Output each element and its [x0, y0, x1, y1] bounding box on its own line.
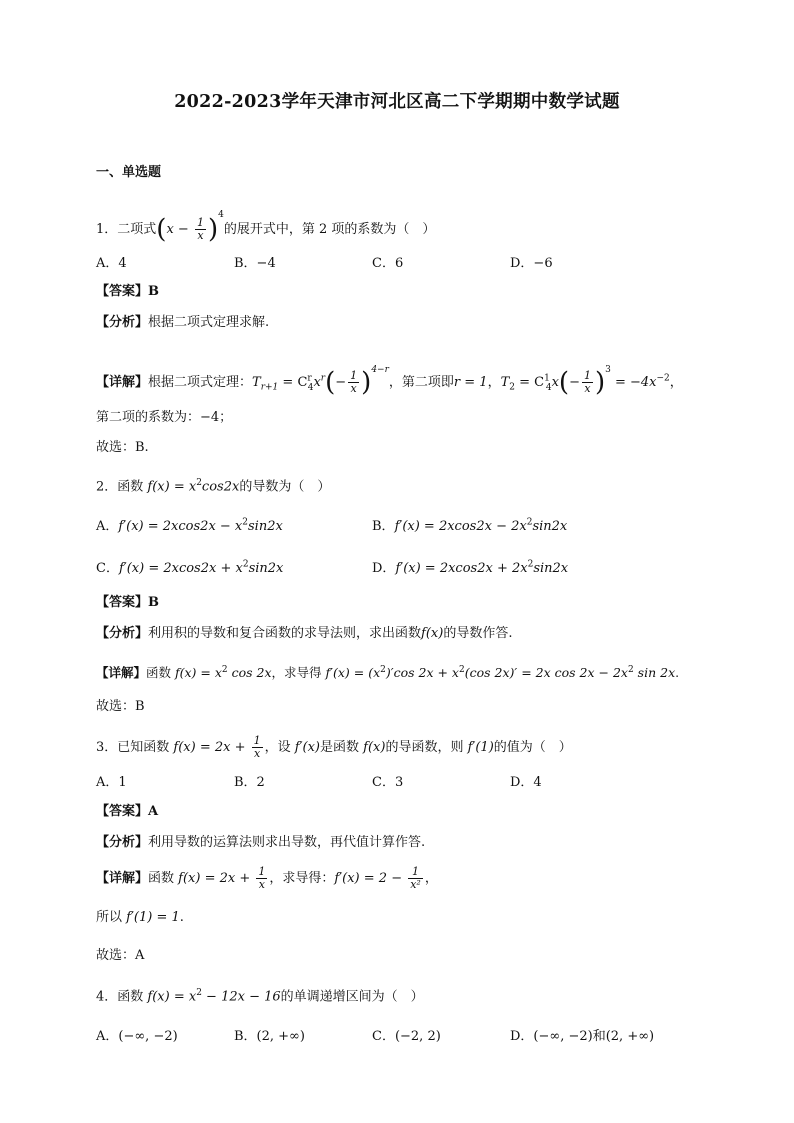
q4-option-d[interactable]: D．(−∞, −2)和(2, +∞): [510, 1029, 655, 1044]
q2-choose: 故选：B: [96, 699, 145, 714]
q1-analysis: 【分析】根据二项式定理求解.: [96, 315, 270, 330]
q2-option-d[interactable]: D．$f'(x) = 2xcos2x + 2x^2\sin 2x$: [372, 559, 569, 576]
q1-answer: 【答案】B: [96, 284, 159, 299]
q2-option-b[interactable]: B．$f'(x) = 2xcos2x - 2x^2\sin 2x$: [372, 517, 568, 534]
q3-option-a[interactable]: A．1: [96, 775, 127, 790]
q3-answer: 【答案】A: [96, 804, 159, 819]
q1-detail: 【详解】根据二项式定理：$T_{r+1} = C^r_4x^r(-$ $\frac{1}{x}$ )$^{4-r}$，第二项即r = 1，$T_2 = C^1_4x(-$ $\frac{1}{x}$ )$^3 = -4x^{-2}$，: [96, 365, 683, 398]
question-1-stem: 1．二项式(x − $\frac{1}{x}$ )$^4$的展开式中，第 2 项的系数为（ ）: [96, 210, 436, 245]
q3-option-c[interactable]: C．3: [372, 775, 404, 790]
q3-so: 所以 f′(1) = 1.: [96, 910, 184, 925]
section-heading: 一、单选题: [96, 165, 162, 180]
q1-option-d[interactable]: D．−6: [510, 256, 553, 271]
q1-option-a[interactable]: A．4: [96, 256, 127, 271]
q2-answer: 【答案】B: [96, 595, 159, 610]
q2-analysis: 【分析】利用积的导数和复合函数的求导法则，求出函数f(x)的导数作答.: [96, 626, 513, 641]
q1-choose: 故选：B.: [96, 440, 149, 455]
q3-choose: 故选：A: [96, 948, 145, 963]
q2-option-a[interactable]: A．$f'(x) = 2xcos2x - x^2\sin 2x$: [96, 517, 283, 534]
question-2-stem: 2．函数 $f(x) = x^2\cos 2x$的导数为（ ）: [96, 478, 331, 495]
q1-option-c[interactable]: C．6: [372, 256, 404, 271]
q1-option-b[interactable]: B．−4: [234, 256, 276, 271]
q4-option-c[interactable]: C．(−2, 2): [372, 1029, 441, 1044]
q3-option-d[interactable]: D．4: [510, 775, 542, 790]
page-title: 2022-2023学年天津市河北区高二下学期期中数学试题: [174, 92, 620, 112]
q3-detail: 【详解】函数 f(x) = 2x + $\frac{1}{x}$ ，求导得：f′(x) = 2 − $\frac{1}{\text{x²}}$ ，: [96, 865, 438, 891]
question-3-stem: 3．已知函数 f(x) = 2x + $\frac{1}{x}$ ，设 f′(x)是函数 f(x)的导函数，则 f′(1)的值为（ ）: [96, 734, 572, 760]
question-4-stem: 4．函数 $f(x) = x^2 - 12x - 16$的单调递增区间为（ ）: [96, 988, 424, 1005]
q2-option-c[interactable]: C．$f'(x) = 2xcos2x + x^2\sin 2x$: [96, 559, 284, 576]
q4-option-a[interactable]: A．(−∞, −2): [96, 1029, 178, 1044]
q4-option-b[interactable]: B．(2, +∞): [234, 1029, 305, 1044]
q3-option-b[interactable]: B．2: [234, 775, 265, 790]
q3-analysis: 【分析】利用导数的运算法则求出导数，再代值计算作答.: [96, 835, 426, 850]
q2-detail: 【详解】函数 $f(x) = x^2$ cos 2x，求导得 $f'(x) = (x^2)'\cos$ $2x + x^2(\cos$ 2x)′ = 2x $\cos 2x - 2x^2$ sin 2x.: [96, 665, 680, 681]
q1-detail-line2: 第二项的系数为：−4；: [96, 410, 233, 425]
